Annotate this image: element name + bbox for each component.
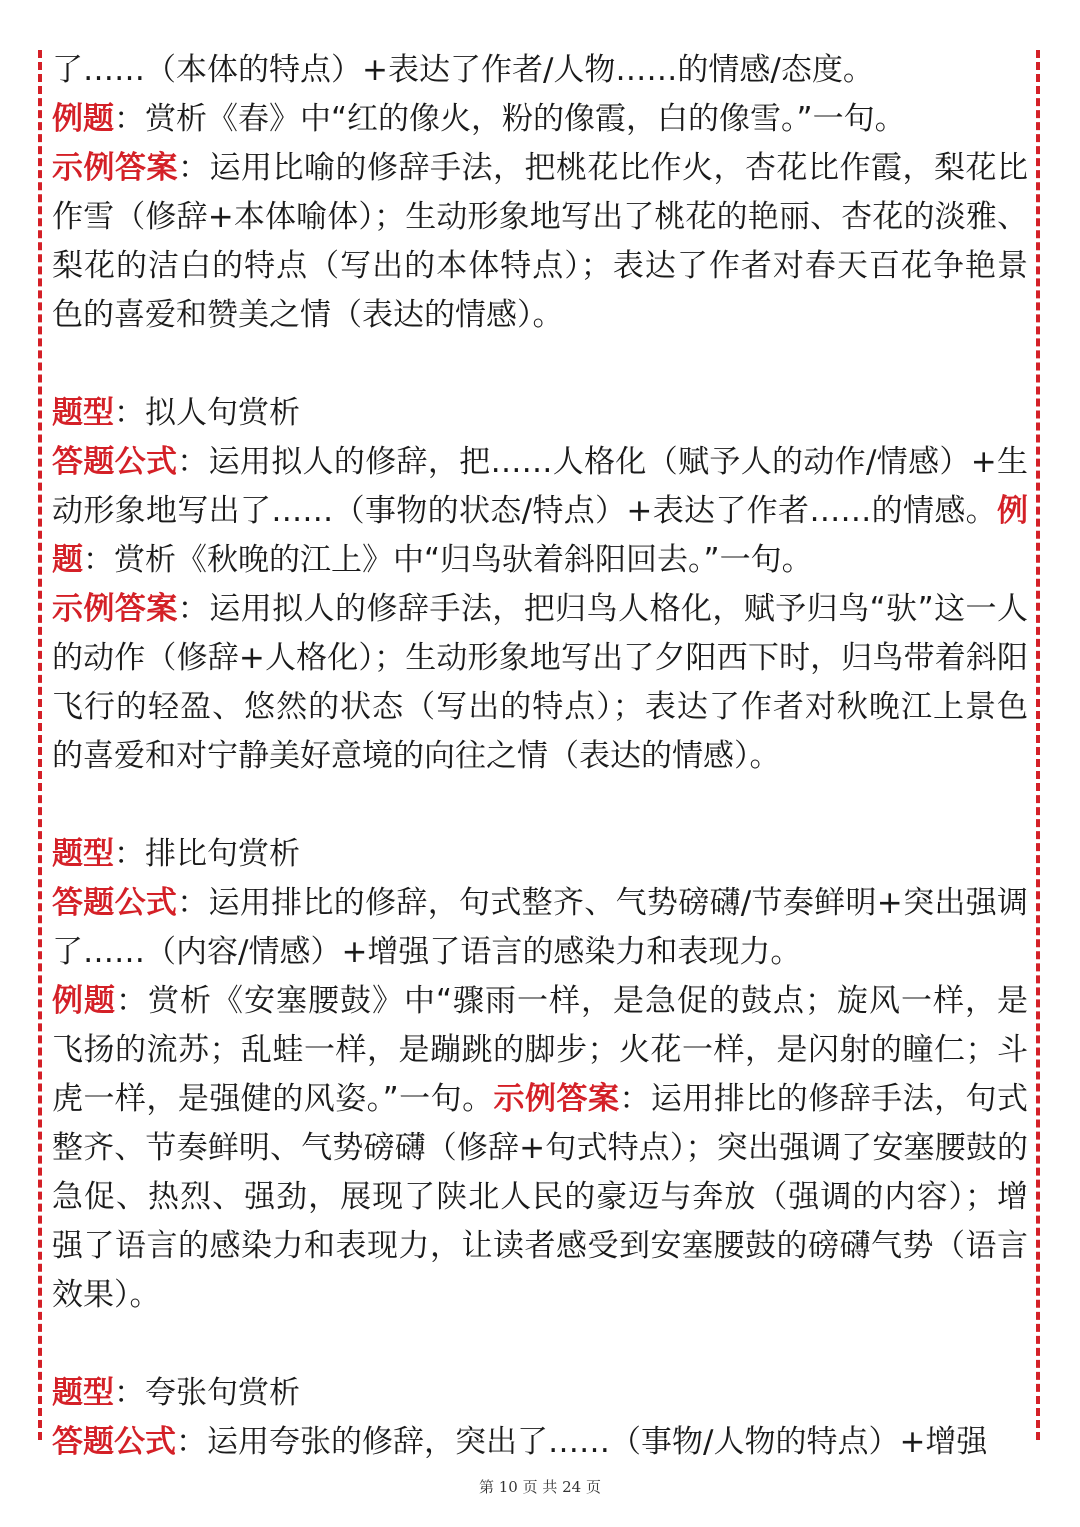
label-sample-answer: 示例答案 xyxy=(493,1081,620,1117)
paragraph-answer-personification: 示例答案：运用拟人的修辞手法，把归鸟人格化，赋予归鸟“驮”这一人的动作（修辞+人格化）；生动形象地写出了夕阳西下时，归鸟带着斜阳飞行的轻盈、悠然的状态（写出的特点）；表达了作者对秋晚江上景色的喜爱和对宁静美好意境的向往之情（表达的情感）。 xyxy=(52,591,1028,774)
label-question-type: 题型 xyxy=(52,395,114,431)
label-answer-formula: 答题公式 xyxy=(52,444,178,480)
dashed-border-right xyxy=(1036,50,1040,1440)
page-content xyxy=(52,46,1028,1467)
label-sample-answer: 示例答案 xyxy=(52,591,178,627)
paragraph-example-parallelism: 例题：赏析《安塞腰鼓》中“骤雨一样，是急促的鼓点；旋风一样，是飞扬的流苏；乱蛙一样，是蹦跳的脚步；火花一样，是闪射的瞳仁；斗虎一样，是强健的风姿。”一句。示例答案：运用排比的修辞手法，句式整齐、节奏鲜明、气势磅礴（修辞+句式特点）；突出强调了安塞腰鼓的急促、热烈、强劲，展现了陕北人民的豪迈与奔放（强调的内容）；增强了语言的感染力和表现力，让读者感受到安塞腰鼓的磅礴气势（语言效果）。 xyxy=(52,983,1029,1313)
label-example: 例题 xyxy=(52,983,116,1019)
label-example: 例题 xyxy=(52,101,114,137)
label-question-type: 题型 xyxy=(52,836,114,872)
paragraph-formula-personification: 答题公式：运用拟人的修辞，把……人格化（赋予人的动作/情感）+生动形象地写出了……（事物的状态/特点）+表达了作者……的情感。例题：赏析《秋晚的江上》中“归鸟驮着斜阳回去。”一句。 xyxy=(52,444,1028,578)
paragraph-type-hyperbole: 题型：夸张句赏析 xyxy=(52,1375,300,1411)
label-sample-answer: 示例答案 xyxy=(52,150,178,186)
paragraph-formula-hyperbole: 答题公式：运用夸张的修辞，突出了……（事物/人物的特点）+增强 xyxy=(52,1424,988,1460)
label-example: 例题 xyxy=(52,493,1028,578)
paragraph-answer-1: 示例答案：运用比喻的修辞手法，把桃花比作火，杏花比作霞，梨花比作雪（修辞+本体喻体）；生动形象地写出了桃花的艳丽、杏花的淡雅、梨花的洁白的特点（写出的本体特点）；表达了作者对春天百花争艳景色的喜爱和赞美之情（表达的情感）。 xyxy=(52,150,1028,333)
paragraph-type-personification: 题型：拟人句赏析 xyxy=(52,395,300,431)
spacer xyxy=(52,340,1028,389)
label-answer-formula: 答题公式 xyxy=(52,885,178,921)
label-answer-formula: 答题公式 xyxy=(52,1424,176,1460)
paragraph-formula-tail: 了……（本体的特点）+表达了作者/人物……的情感/态度。 xyxy=(52,52,874,88)
label-question-type: 题型 xyxy=(52,1375,114,1411)
spacer xyxy=(52,1320,1028,1369)
paragraph-formula-parallelism: 答题公式：运用排比的修辞，句式整齐、气势磅礴/节奏鲜明+突出强调了……（内容/情感）+增强了语言的感染力和表现力。 xyxy=(52,885,1029,970)
page-number-footer: 第 10 页 共 24 页 xyxy=(478,1478,601,1496)
paragraph-example-1: 例题：赏析《春》中“红的像火，粉的像霞，白的像雪。”一句。 xyxy=(52,101,906,137)
paragraph-type-parallelism: 题型：排比句赏析 xyxy=(52,836,300,872)
spacer xyxy=(52,781,1028,830)
dashed-border-left xyxy=(38,50,42,1440)
